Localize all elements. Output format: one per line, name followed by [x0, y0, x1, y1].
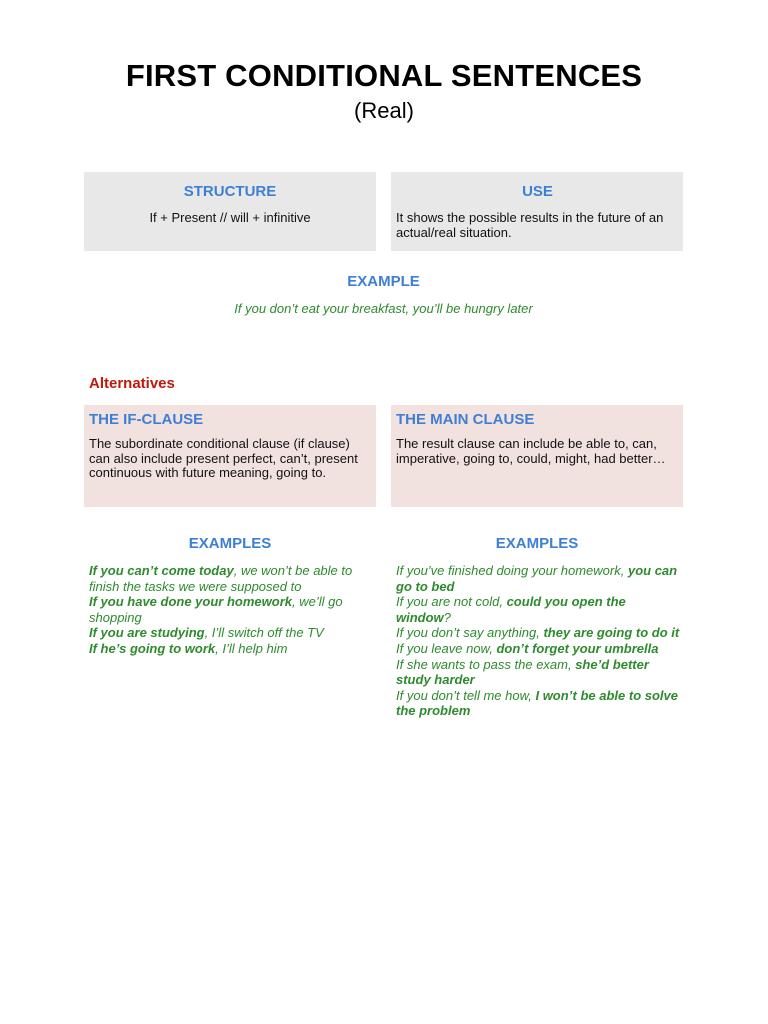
example-result: , I’ll help him	[215, 640, 288, 656]
example-condition: If he’s going to work	[89, 640, 216, 656]
example-condition: If you have done your homework	[89, 594, 292, 610]
list-item	[396, 594, 683, 625]
example-result: she’d better study harder	[396, 656, 649, 688]
examples-left-heading: EXAMPLES	[188, 535, 272, 552]
example-result: , I’ll switch off the TV	[204, 625, 324, 641]
example-condition: If you are not cold,	[396, 594, 507, 610]
structure-heading: STRUCTURE	[183, 183, 277, 200]
list-item	[89, 594, 376, 625]
examples-left-list	[89, 563, 376, 657]
list-item	[396, 657, 683, 688]
use-box	[391, 172, 683, 251]
example-condition: If you don’t tell me how,	[396, 687, 536, 703]
example-heading: EXAMPLE	[347, 273, 420, 290]
example-condition: If you leave now,	[396, 640, 497, 656]
structure-box	[84, 172, 376, 251]
example-result: , we’ll go shopping	[89, 594, 343, 625]
example-condition: If you can’t come today	[89, 563, 234, 578]
if-clause-text: The subordinate conditional clause (if clause) can also include present perfect, can’t, present continuous with future meaning, going to.	[89, 436, 358, 481]
example-result: you can go to bed	[396, 563, 678, 594]
use-heading: USE	[522, 183, 553, 200]
examples-right-list	[396, 563, 683, 719]
example-result: don’t forget your umbrella	[496, 640, 659, 656]
page-subtitle: (Real)	[354, 98, 414, 123]
main-clause-text: The result clause can include be able to, can, imperative, going to, could, might, had better…	[396, 436, 666, 466]
example-condition: If she wants to pass the exam,	[396, 656, 576, 672]
if-clause-heading: THE IF-CLAUSE	[89, 411, 204, 428]
example-punctuation: ?	[443, 609, 451, 625]
example-condition: If you don’t say anything,	[396, 625, 544, 641]
example-sentence: If you don’t eat your breakfast, you’ll be hungry later	[234, 301, 533, 316]
main-clause-heading: THE MAIN CLAUSE	[396, 411, 535, 428]
example-result: , we won’t be able to finish the tasks we were supposed to	[89, 563, 353, 594]
use-text: It shows the possible results in the future of an actual/real situation.	[396, 210, 664, 240]
example-condition: If you’ve finished doing your homework,	[396, 563, 628, 578]
list-item	[89, 625, 376, 641]
if-clause-box	[84, 405, 376, 507]
example-result: I won’t be able to solve the problem	[396, 687, 679, 719]
example-result: could you open the window	[396, 594, 626, 625]
list-item	[396, 563, 683, 594]
list-item	[396, 625, 683, 641]
list-item	[89, 641, 376, 657]
structure-text: If + Present // will + infinitive	[149, 210, 311, 225]
alternatives-label: Alternatives	[89, 375, 175, 392]
page-title: FIRST CONDITIONAL SENTENCES	[125, 58, 643, 93]
list-item	[89, 563, 376, 594]
list-item	[396, 641, 683, 657]
example-result: they are going to do it	[543, 625, 680, 641]
example-condition: If you are studying	[89, 625, 205, 641]
examples-right-heading: EXAMPLES	[495, 535, 579, 552]
list-item	[396, 688, 683, 719]
main-clause-box	[391, 405, 683, 507]
